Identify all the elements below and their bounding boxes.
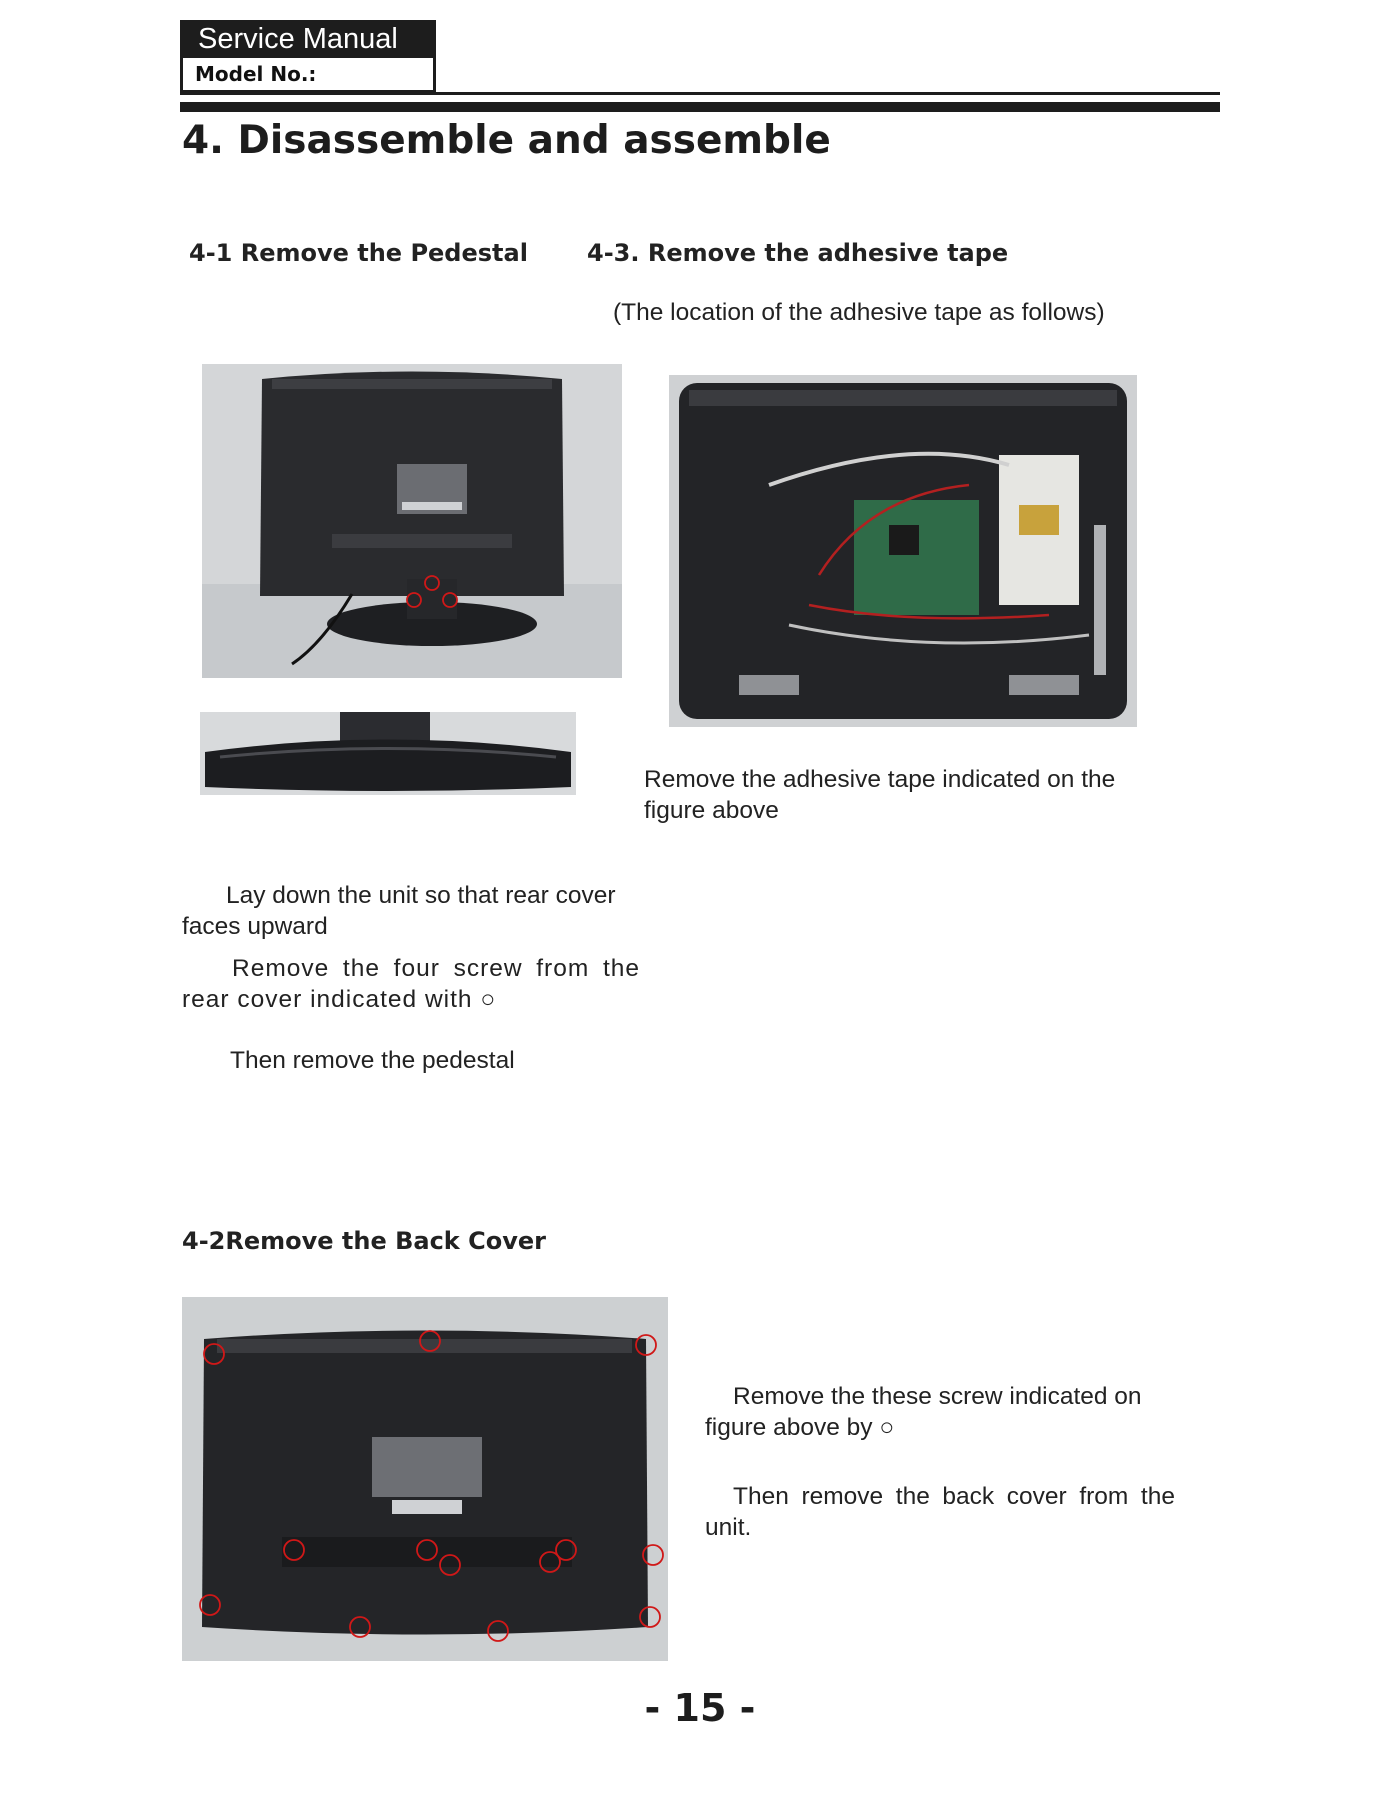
tv-rear-pedestal-photo — [202, 364, 622, 678]
pedestal-step-3: Then remove the pedestal — [230, 1047, 515, 1074]
tv-inside-photo — [669, 375, 1137, 727]
header-title: Service Manual — [180, 20, 436, 58]
model-number-label: Model No.: — [195, 62, 317, 86]
header-rule-thin — [180, 92, 1220, 95]
back-cover-step-2: Then remove the back cover from the unit. — [705, 1483, 1175, 1541]
tv-back-cover-photo — [182, 1297, 668, 1661]
pedestal-base-photo — [200, 712, 576, 795]
pedestal-step-2: Remove the four screw from the rear cover indicated with ○ — [182, 955, 640, 1013]
adhesive-caption: Remove the adhesive tape indicated on the figure above — [644, 766, 1116, 824]
header-rule-thick — [180, 102, 1220, 112]
back-cover-step-1: Remove the these screw indicated on figure above by ○ — [705, 1383, 1142, 1441]
pedestal-heading: 4-1 Remove the Pedestal — [189, 239, 528, 267]
adhesive-note: (The location of the adhesive tape as follows) — [613, 299, 1105, 326]
adhesive-heading: 4-3. Remove the adhesive tape — [587, 239, 1009, 267]
page-number: - 15 - — [644, 1686, 756, 1730]
back-cover-heading: 4-2Remove the Back Cover — [182, 1227, 546, 1255]
pedestal-step-1: Lay down the unit so that rear cover faces upward — [182, 882, 616, 940]
section-title: 4. Disassemble and assemble — [182, 118, 831, 163]
